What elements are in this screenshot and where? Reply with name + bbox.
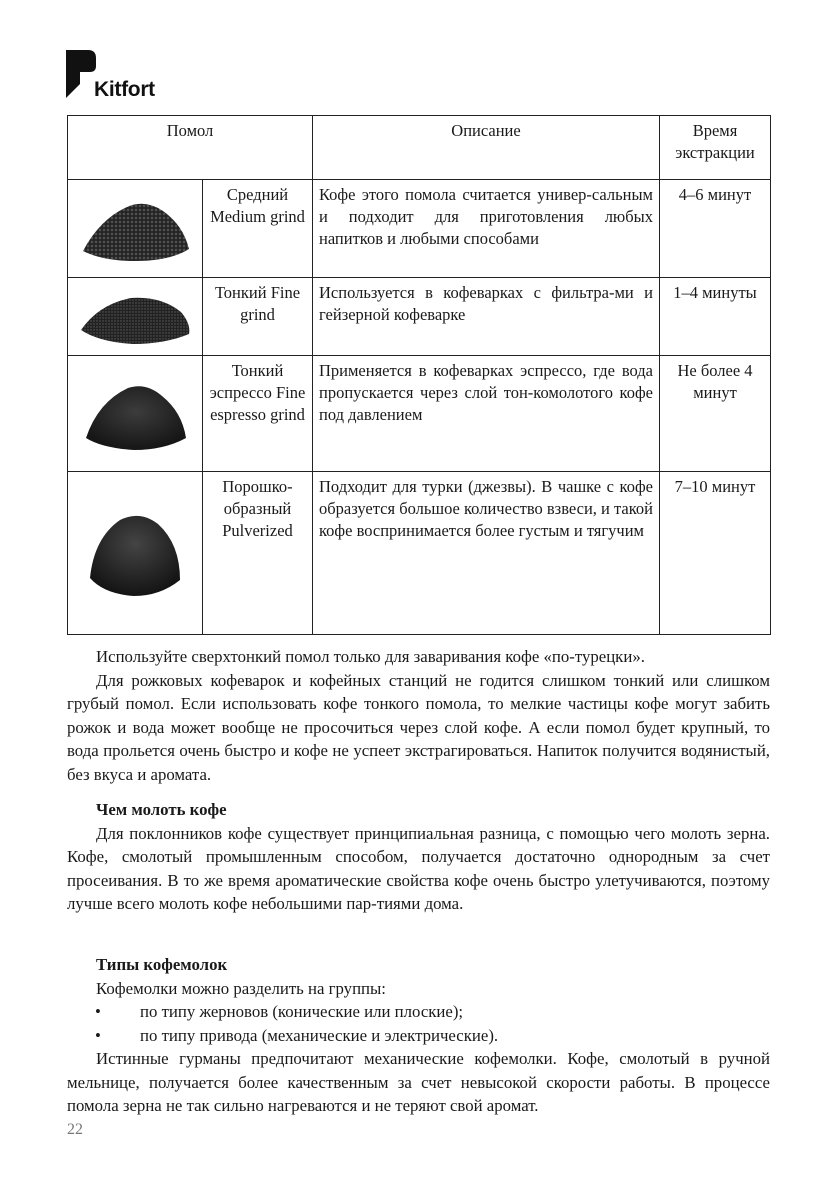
extraction-time: 1–4 минуты	[660, 278, 771, 356]
paragraph: Используйте сверхтонкий помол только для заваривания кофе «по-турецки».	[96, 647, 645, 666]
paragraph: Для рожковых кофеварок и кофейных станций не годится слишком тонкий или слишком грубый помол. Если использовать кофе тонкого помола, то мелкие частицы кофе могут забить рожок и вода может вообще не просочиться через слой кофе. А если помол будет крупный, то вода прольется очень быстро и кофе не успеет экстрагироваться. Напиток получится водянистый, без вкуса и аромата.	[67, 670, 770, 784]
section-heading: Типы кофемолок	[96, 955, 228, 974]
intro-text	[67, 645, 770, 786]
espresso-grind-image	[68, 356, 203, 472]
pulverized-coffee-icon	[80, 498, 190, 608]
table-row	[68, 472, 771, 635]
grind-table	[67, 115, 771, 635]
table-row	[68, 180, 771, 278]
fine-grind-image	[68, 278, 203, 356]
grind-name: Средний Medium grind	[203, 180, 313, 278]
grind-description: Кофе этого помола считается универ-сальным и подходит для приготовления любых напитков и любыми способами	[313, 180, 660, 278]
paragraph: Истинные гурманы предпочитают механические кофемолки. Кофе, смолотый в ручной мельнице, получается более качественным за счет невысокой скорости работы. В процессе помола зерна не так сильно нагреваются и не теряют свой аромат.	[67, 1049, 770, 1115]
paragraph: Кофемолки можно разделить на группы:	[96, 978, 386, 998]
header-description: Описание	[313, 116, 660, 180]
pulverized-image	[68, 472, 203, 635]
grind-name: Тонкий эспрессо Fine espresso grind	[203, 356, 313, 472]
header-grind: Помол	[68, 116, 313, 180]
table-header-row	[68, 116, 771, 180]
list-item: • по типу привода (механические и электрические).	[67, 1024, 770, 1048]
list-item: • по типу жерновов (конические или плоские);	[67, 1000, 770, 1024]
espresso-grind-coffee-icon	[80, 372, 190, 456]
grind-name: Тонкий Fine grind	[203, 278, 313, 356]
extraction-time: 4–6 минут	[660, 180, 771, 278]
grind-description: Используется в кофеварках с фильтра-ми и гейзерной кофеварке	[313, 278, 660, 356]
kitfort-shield-icon	[66, 50, 96, 98]
extraction-time: Не более 4 минут	[660, 356, 771, 472]
bullet-list	[67, 1000, 770, 1047]
page-number: 22	[67, 1121, 83, 1138]
table-row	[68, 356, 771, 472]
section-heading: Чем молоть кофе	[96, 800, 227, 819]
grind-name: Порошко-образный Pulverized	[203, 472, 313, 635]
paragraph: Для поклонников кофе существует принципиальная разница, с помощью чего молоть зерна. Кофе, смолотый промышленным способом, получается достаточно однородным за счет просеивания. В то же время ароматические свойства кофе очень быстро улетучиваются, поэтому лучше всего молоть кофе небольшими пар-тиями дома.	[67, 823, 770, 913]
medium-grind-coffee-icon	[75, 189, 195, 269]
extraction-time: 7–10 минут	[660, 472, 771, 635]
table-row	[68, 278, 771, 356]
section-grinder-types	[67, 953, 770, 1118]
brand-logo	[66, 50, 206, 102]
section-grinding	[67, 798, 770, 916]
header-time: Время экстракции	[660, 116, 771, 180]
medium-grind-image	[68, 180, 203, 278]
brand-name: Kitfort	[94, 78, 155, 101]
fine-grind-coffee-icon	[75, 284, 195, 350]
grind-description: Подходит для турки (джезвы). В чашке с кофе образуется большое количество взвеси, и такой кофе воспринимается более густым и тягучим	[313, 472, 660, 635]
grind-description: Применяется в кофеварках эспрессо, где вода пропускается через слой тон-комолотого кофе под давлением	[313, 356, 660, 472]
